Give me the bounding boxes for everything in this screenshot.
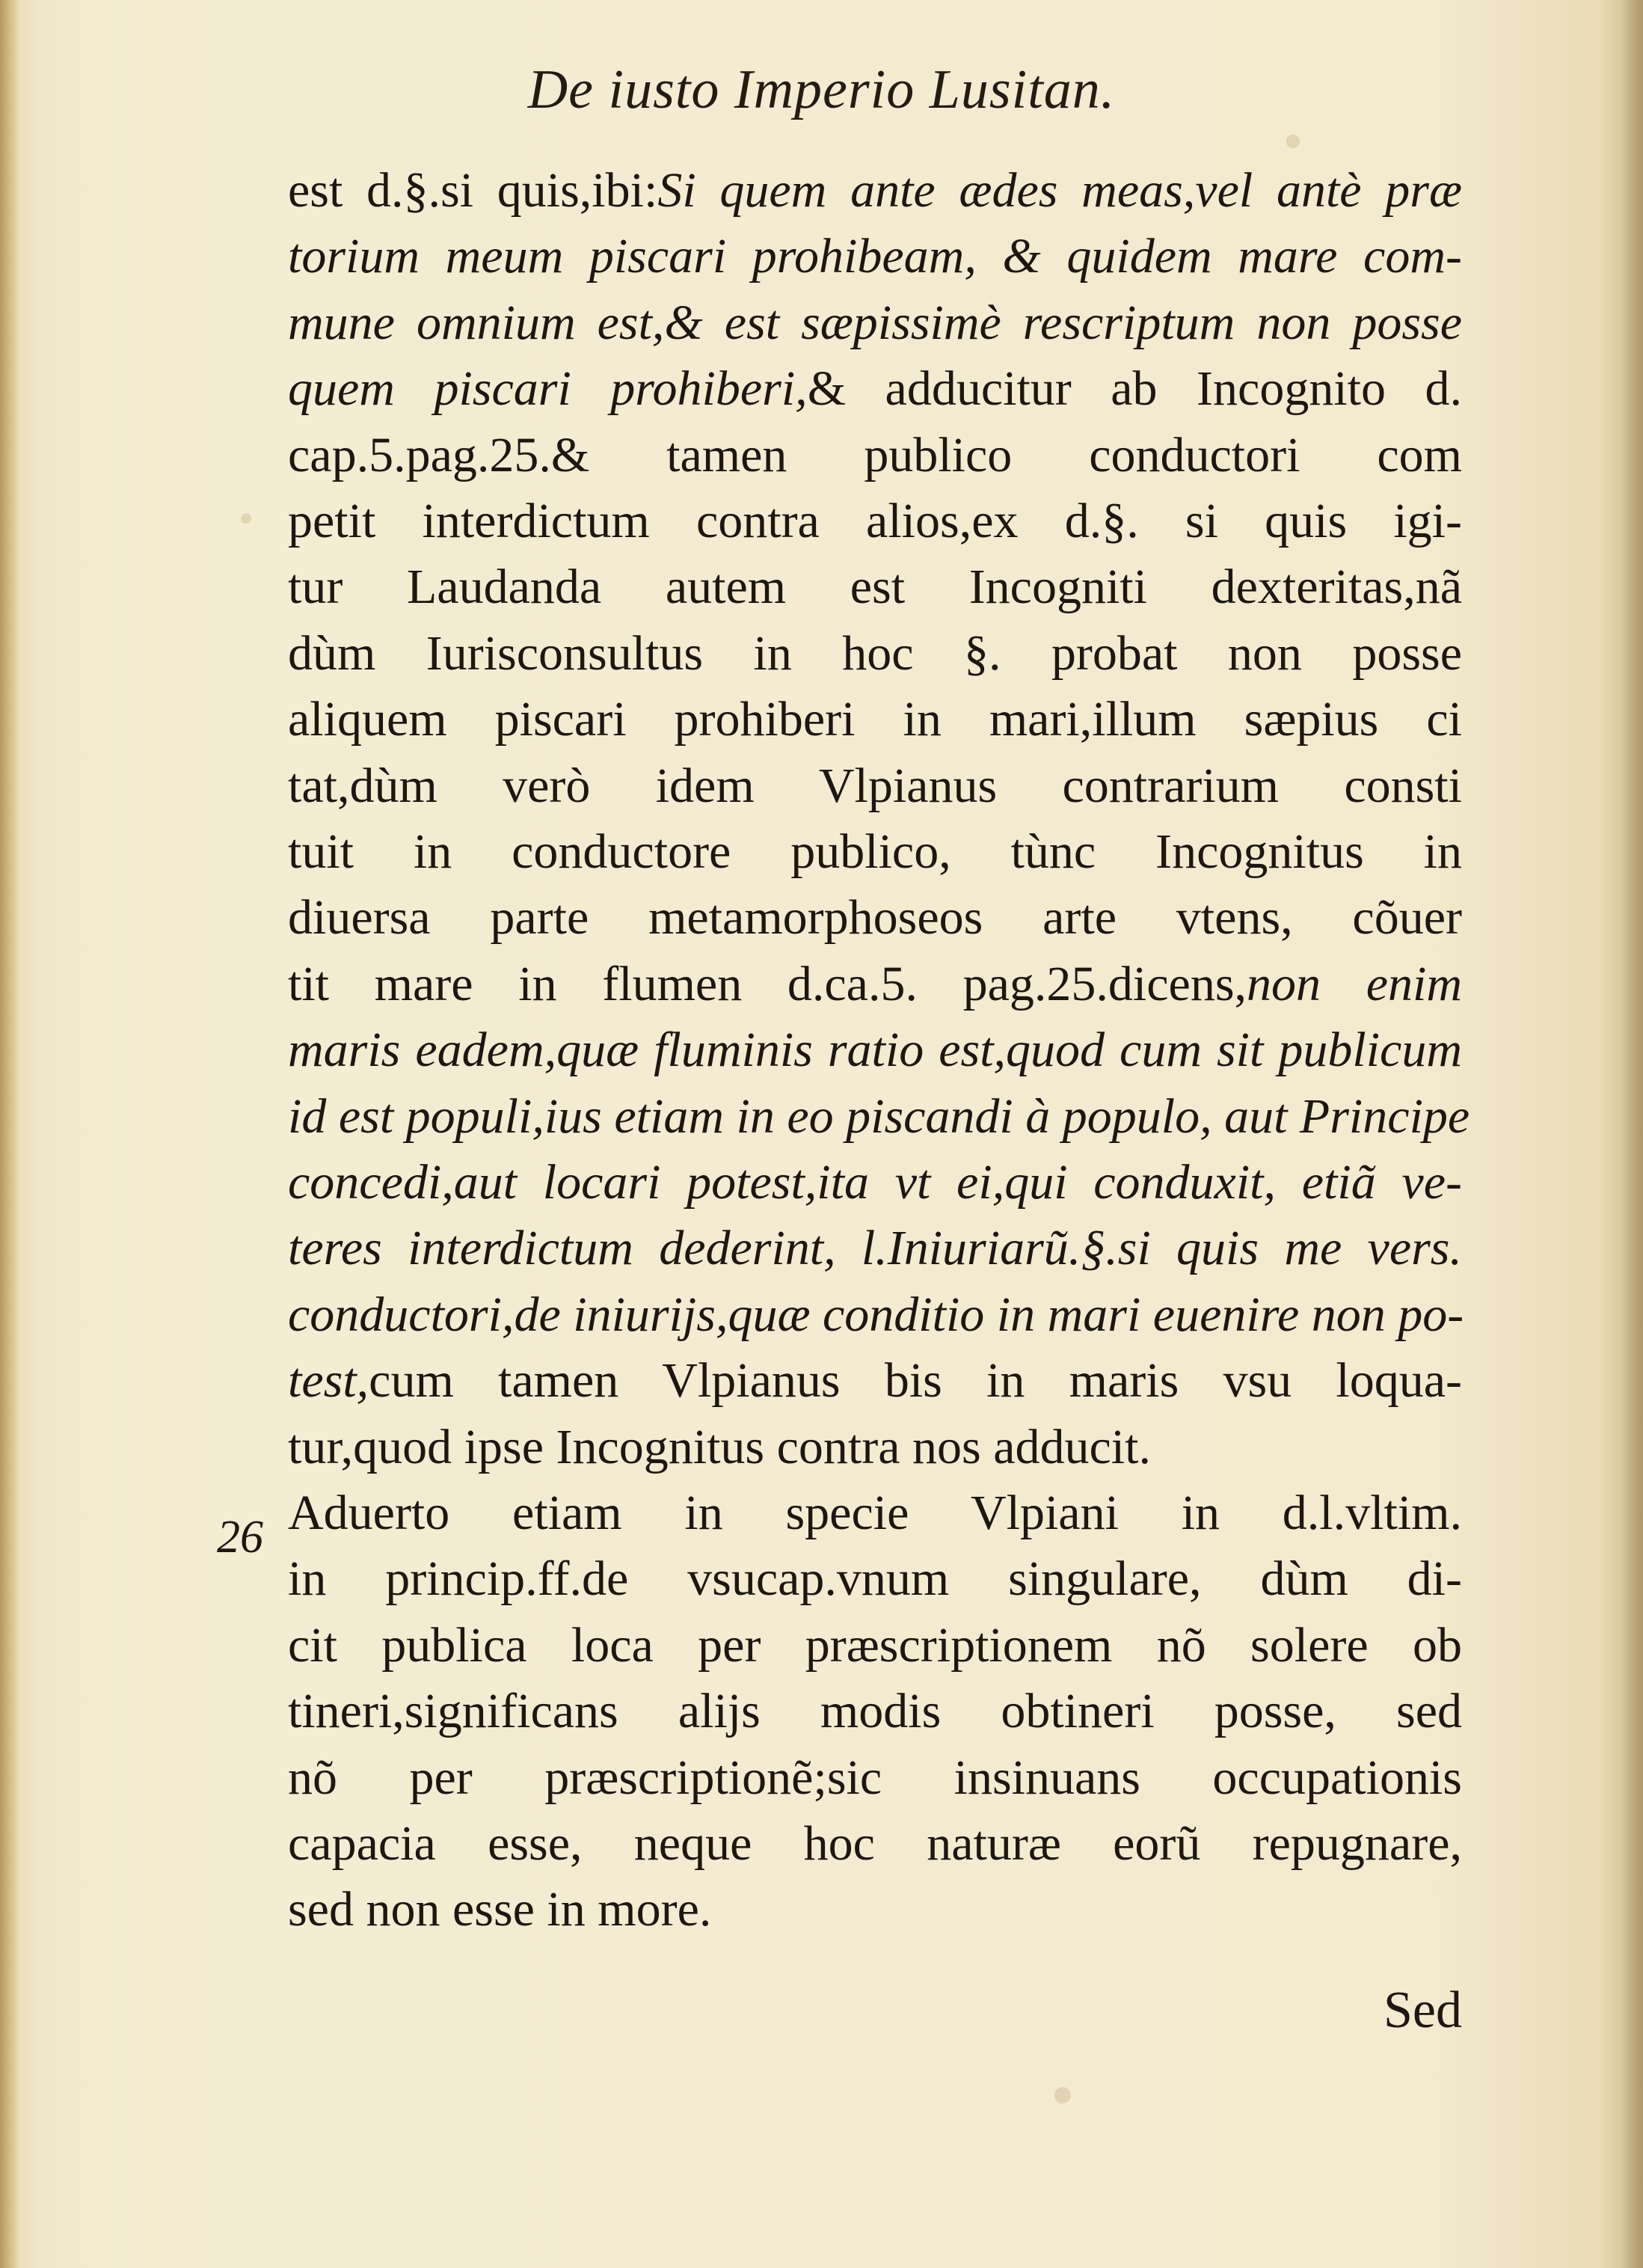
roman-text: capacia esse, neque hoc naturæ eorũ repugnare, — [288, 1816, 1462, 1871]
roman-text: Aduerto etiam in specie Vlpiani in d.l.vltim. — [288, 1486, 1462, 1540]
roman-text: tat,dùm verò idem Vlpianus contrarium consti — [288, 758, 1462, 813]
text-line — [288, 1219, 1462, 1278]
text-line — [288, 1418, 1462, 1477]
running-head: De iusto Imperio Lusitan. — [527, 59, 1116, 120]
italic-quotation: torium meum piscari prohibeam, & quidem mare com- — [288, 229, 1462, 284]
text-line — [288, 557, 1462, 617]
italic-quotation: quem piscari prohiberi, — [288, 361, 808, 417]
marginal-number: 26 — [217, 1512, 263, 1563]
text-line — [288, 624, 1462, 684]
binding-gutter — [0, 0, 19, 2268]
italic-quotation: test, — [288, 1353, 369, 1409]
roman-text: petit interdictum contra alios,ex d.§. si quis igi- — [288, 494, 1462, 548]
italic-quotation: maris eadem,quæ fluminis ratio est,quod cum sit publicum — [288, 1023, 1462, 1078]
roman-text: diuersa parte metamorphoseos arte vtens, cõuer — [288, 890, 1462, 945]
italic-quotation: Si quem ante ædes meas,vel antè præ — [657, 163, 1463, 218]
text-line — [288, 954, 1462, 1014]
roman-text: dùm Iurisconsultus in hoc §. probat non posse — [288, 625, 1462, 681]
text-line — [288, 161, 1462, 221]
roman-text: tuit in conductore publico, tùnc Incognitus in — [288, 824, 1462, 879]
italic-quotation: id est populi,ius etiam in eo piscandi à populo, aut Principe — [288, 1088, 1470, 1144]
text-line — [288, 1351, 1462, 1411]
text-line — [288, 426, 1462, 485]
foxing-spot — [1286, 135, 1300, 148]
text-line — [288, 1087, 1470, 1147]
roman-text: tur,quod ipse Incognitus contra nos adducit. — [288, 1419, 1151, 1474]
text-line — [288, 491, 1462, 551]
catchword: Sed — [1384, 1982, 1462, 2039]
roman-text: in princip.ff.de vsucap.vnum singulare, dùm di- — [288, 1551, 1462, 1607]
italic-quotation: concedi,aut locari potest,ita vt ei,qui conduxit, etiã ve- — [288, 1155, 1462, 1210]
text-line — [288, 1682, 1462, 1741]
text-line — [288, 359, 1462, 419]
roman-text: tineri,significans alijs modis obtineri posse, sed — [288, 1684, 1462, 1739]
text-line — [288, 690, 1462, 750]
foxing-spot — [241, 513, 251, 524]
text-line — [288, 1814, 1462, 1874]
roman-text: & adducitur ab Incognito d. — [807, 361, 1462, 417]
text-line — [288, 1616, 1462, 1676]
text-line — [288, 1020, 1462, 1080]
roman-text: cum tamen Vlpianus bis in maris vsu loqua- — [369, 1353, 1462, 1409]
roman-text: tit mare in flumen d.ca.5. pag.25.dicens, — [288, 956, 1247, 1011]
roman-text: est d.§.si quis,ibi: — [288, 163, 658, 218]
text-line — [288, 1483, 1462, 1543]
roman-text: sed non esse in more. — [288, 1882, 712, 1937]
italic-quotation: conductori,de iniurijs,quæ conditio in mari euenire non po- — [288, 1287, 1464, 1342]
page-edge-shadow — [1621, 0, 1643, 2268]
roman-text: cap.5.pag.25.& tamen publico conductori com — [288, 427, 1462, 482]
text-line — [288, 1285, 1462, 1345]
text-line — [288, 1549, 1462, 1609]
roman-text: tur Laudanda autem est Incogniti dexteritas,nã — [288, 560, 1462, 615]
italic-quotation: mune omnium est,& est sæpissimè rescriptum non posse — [288, 295, 1462, 350]
text-line — [288, 888, 1462, 948]
text-line — [288, 822, 1462, 882]
foxing-spot — [1054, 2087, 1071, 2103]
italic-quotation: non enim — [1247, 956, 1462, 1011]
roman-text: cit publica loca per præscriptionem nõ solere ob — [288, 1617, 1462, 1673]
italic-quotation: teres interdictum dederint, l.Iniuriarũ.§.si quis me vers. — [288, 1221, 1462, 1276]
roman-text: aliquem piscari prohiberi in mari,illum sæpius ci — [288, 692, 1462, 747]
roman-text: nõ per præscriptionẽ;sic insinuans occupationis — [288, 1750, 1462, 1805]
text-line — [288, 1153, 1462, 1213]
text-line — [288, 227, 1462, 286]
text-line — [288, 1880, 1462, 1940]
text-line — [288, 293, 1462, 353]
text-line — [288, 1748, 1462, 1808]
text-line — [288, 756, 1462, 816]
